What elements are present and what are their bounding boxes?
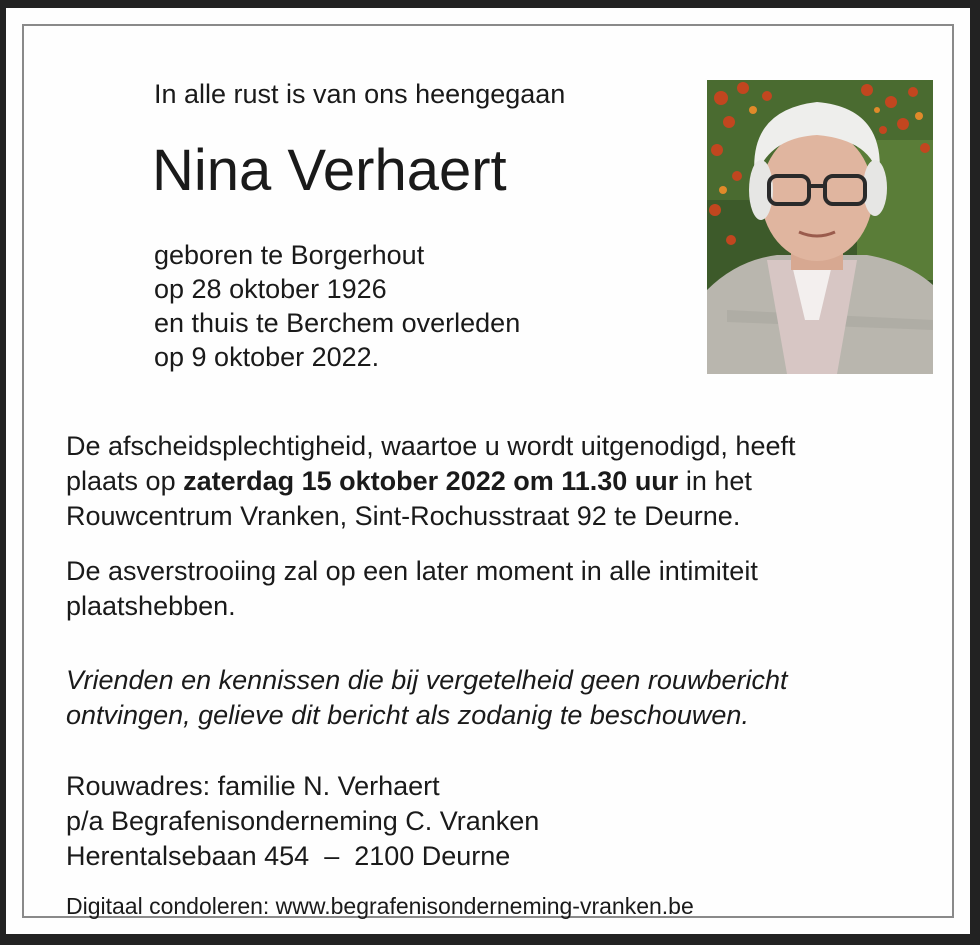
mourning-address bbox=[66, 769, 539, 874]
birthplace-line: geboren te Borgerhout bbox=[154, 240, 425, 270]
death-date-line: op 9 oktober 2022. bbox=[154, 342, 380, 372]
birthdate-line: op 28 oktober 1926 bbox=[154, 274, 387, 304]
intro-text: In alle rust is van ons heengegaan bbox=[154, 79, 566, 109]
ashes-paragraph bbox=[66, 554, 956, 624]
address-line-3: Herentalsebaan 454 – 2100 Deurne bbox=[66, 841, 511, 871]
friends-note-line-2: ontvingen, gelieve dit bericht als zodanig te beschouwen. bbox=[66, 700, 749, 730]
ceremony-line-2-post: in het bbox=[678, 466, 752, 496]
obituary-frame bbox=[22, 24, 954, 918]
obituary-card bbox=[6, 8, 970, 934]
ceremony-line-1: De afscheidsplechtigheid, waartoe u wordt uitgenodigd, heeft bbox=[66, 431, 796, 461]
ceremony-datetime: zaterdag 15 oktober 2022 om 11.30 uur bbox=[183, 466, 679, 496]
address-line-2: p/a Begrafenisonderneming C. Vranken bbox=[66, 806, 540, 836]
ceremony-line-2-pre: plaats op bbox=[66, 466, 184, 496]
address-line-1: Rouwadres: familie N. Verhaert bbox=[66, 771, 440, 801]
friends-note-line-1: Vrienden en kennissen die bij vergetelheid geen rouwbericht bbox=[66, 665, 788, 695]
ceremony-paragraph bbox=[66, 429, 956, 534]
ceremony-location: Rouwcentrum Vranken, Sint-Rochusstraat 92 te Deurne. bbox=[66, 501, 741, 531]
ashes-line-1: De asverstrooiing zal op een later moment in alle intimiteit bbox=[66, 556, 758, 586]
deceased-name: Nina Verhaert bbox=[152, 138, 507, 203]
life-details bbox=[154, 238, 520, 374]
ashes-line-2: plaatshebben. bbox=[66, 591, 236, 621]
portrait-photo bbox=[707, 80, 933, 374]
condolence-line: Digitaal condoleren: www.begrafenisonderneming-vranken.be bbox=[66, 893, 694, 919]
death-place-line: en thuis te Berchem overleden bbox=[154, 308, 521, 338]
friends-note bbox=[66, 663, 956, 733]
